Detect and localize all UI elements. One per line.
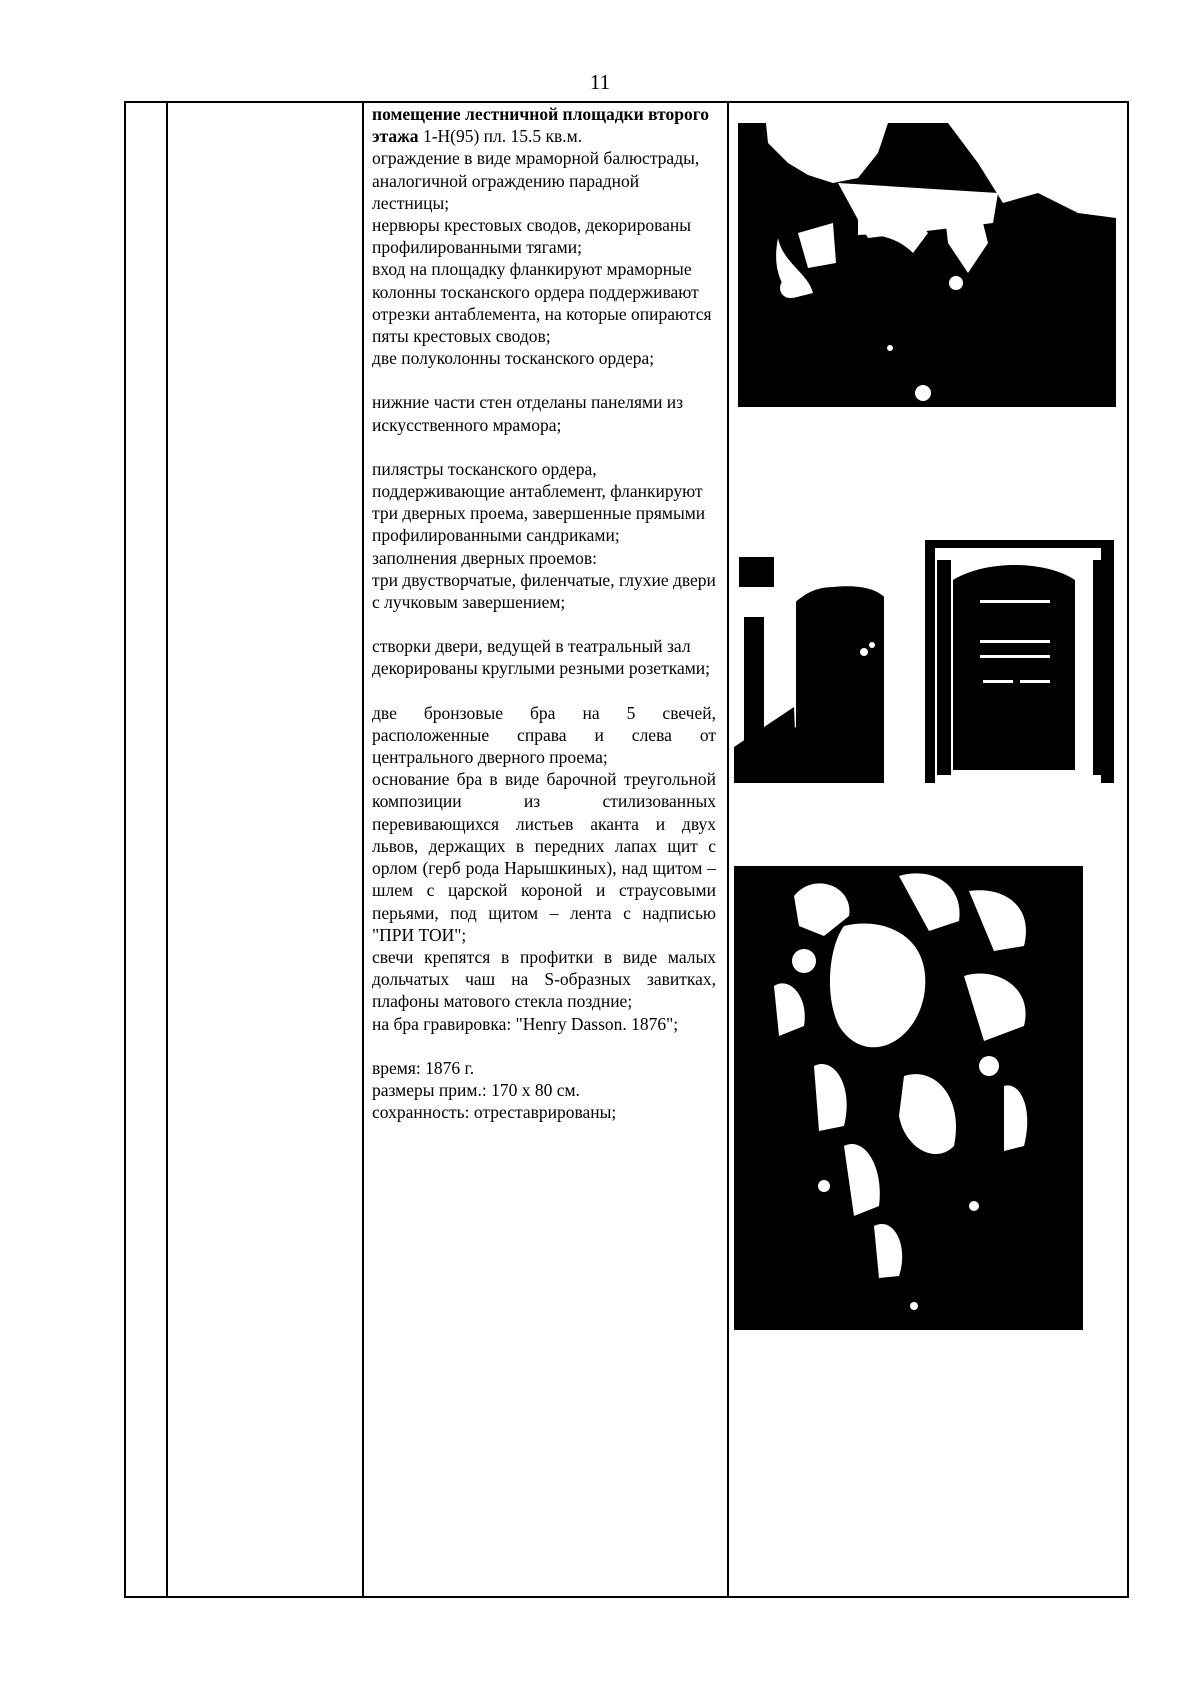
description-item: две полуколонны тосканского ордера; xyxy=(372,348,655,369)
description-heading xyxy=(372,103,716,147)
description-column xyxy=(372,103,716,1123)
description-item: ограждение в виде мраморной балюстрады, аналогичной ограждению парадной лестницы; xyxy=(372,148,700,213)
table-col-border-4 xyxy=(727,101,729,1598)
description-item: сохранность: отреставрированы; xyxy=(372,1102,617,1123)
description-item: на бра гравировка: "Henry Dasson. 1876"; xyxy=(372,1013,679,1034)
description-item: две бронзовые бра на 5 свечей, расположенные справа и слева от центрального дверного проема; xyxy=(372,702,716,768)
doorway-right-photo xyxy=(925,540,1114,783)
description-item: пилястры тосканского ордера, поддерживающие антаблемент, фланкируют три дверных проема, завершенные прямыми профилированными сандриками; xyxy=(372,458,706,546)
table-bottom-border xyxy=(124,1596,1127,1598)
description-item: три двустворчатые, филенчатые, глухие двери с лучковым завершением; xyxy=(372,569,716,613)
description-item: свечи крепятся в профитки в виде малых дольчатых чаш на S-образных завитках, плафоны матового стекла поздние; xyxy=(372,946,716,1012)
doorway-left-photo xyxy=(734,557,911,783)
description-item: створки двери, ведущей в театральный зал декорированы круглыми резными розетками; xyxy=(372,636,711,679)
description-item: вход на площадку фланкируют мраморные колонны тосканского ордера поддерживают отрезки антаблемента, на которые опираются пяты крестовых сводов; xyxy=(372,259,712,347)
table-col-border-3 xyxy=(362,101,364,1598)
description-item: заполнения дверных проемов: xyxy=(372,547,597,568)
description-item: основание бра в виде барочной треугольной композиции из стилизованных перевивающихся листьев аканта и двух львов, держащих в передних лапах щит с орлом (герб рода Нарышкиных), над щитом – шлем с царской короной и страусовыми перьями, под щитом – лента с надписью "ПРИ ТОИ"; xyxy=(372,769,716,945)
description-item: нервюры крестовых сводов, декорированы профилированными тягами; xyxy=(372,215,692,258)
bronze-sconce-photo xyxy=(734,866,1083,1330)
description-item: время: 1876 г. xyxy=(372,1057,475,1078)
table-col-border-1 xyxy=(124,101,126,1598)
heading-rest: 1-Н(95) пл. 15.5 кв.м. xyxy=(422,126,583,147)
table-col-border-5 xyxy=(1127,101,1129,1598)
description-item: размеры прим.: 170 х 80 см. xyxy=(372,1079,580,1100)
page-number: 11 xyxy=(589,70,611,94)
description-item: нижние части стен отделаны панелями из искусственного мрамора; xyxy=(372,392,684,435)
staircase-vault-photo xyxy=(738,123,1116,407)
table-col-border-2 xyxy=(166,101,168,1598)
heading-bold: помещение лестничной площадки второго этажа xyxy=(372,104,709,147)
